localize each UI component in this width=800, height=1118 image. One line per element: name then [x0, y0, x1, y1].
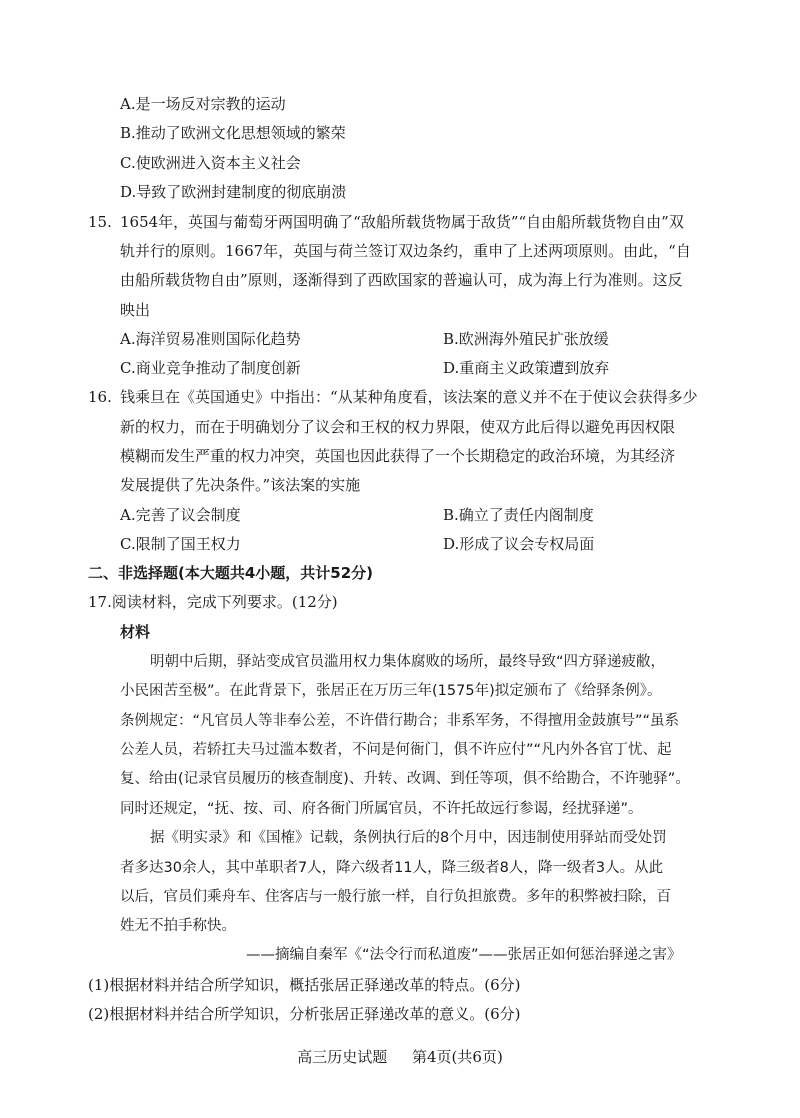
material-para1-line-1: 明朝中后期，驿站变成官员滥用权力集体腐败的场所，最终导致“四方驿递疲敝， [150, 654, 666, 670]
q16-option-d: D.形成了议会专权局面 [443, 535, 595, 553]
section-heading: 二、非选择题(本大题共4小题，共计52分) [88, 564, 374, 582]
material-source: ——摘编自秦军《“法令行而私道废”——张居正如何惩治驿递之害》 [246, 947, 682, 963]
q15-line-2: 轨并行的原则。1667年，英国与荷兰签订双边条约，重申了上述两项原则。由此，“自 [120, 242, 691, 260]
footer-page-number: 第4页(共6页) [412, 1048, 503, 1066]
material-para2-line-3: 以后，官员们乘舟车、住客店与一般行旅一样，自行负担旅费。多年的积弊被扫除，百 [120, 889, 671, 905]
q16-line-4: 发展提供了先决条件。”该法案的实施 [120, 476, 361, 494]
q16-option-a: A.完善了议会制度 [120, 506, 241, 524]
material-para2-line-2: 者多达30余人，其中革职者7人，降六级者11人，降三级者8人，降一级者3人。从此 [120, 860, 664, 876]
q17-subquestion-2: (2)根据材料并结合所学知识，分析张居正驿递改革的意义。(6分) [88, 1005, 521, 1023]
material-para2-line-1: 据《明实录》和《国榷》记载，条例执行后的8个月中，因违制使用驿站而受处罚 [150, 830, 667, 846]
q16-line-1: 钱乘旦在《英国通史》中指出：“从某种角度看，该法案的意义并不在于使议会获得多少 [120, 388, 698, 406]
q16-option-b: B.确立了责任内阁制度 [443, 506, 594, 524]
q15-option-a: A.海洋贸易准则国际化趋势 [120, 330, 301, 348]
q17-subquestion-1: (1)根据材料并结合所学知识，概括张居正驿递改革的特点。(6分) [88, 976, 521, 994]
q15-option-c: C.商业竞争推动了制度创新 [120, 359, 301, 377]
q15-option-b: B.欧洲海外殖民扩张放缓 [443, 330, 609, 348]
footer-subject: 高三历史试题 [297, 1048, 388, 1066]
material-para1-line-2: 小民困苦至极”。在此背景下，张居正在万历三年(1575年)拟定颁布了《给驿条例》。 [120, 683, 662, 699]
q15-line-3: 由船所载货物自由”原则，逐渐得到了西欧国家的普遍认可，成为海上行为准则。这反 [120, 271, 683, 289]
material-para1-line-5: 复、给由(记录官员履历的核查制度)、升转、改调、到任等项，俱不给勘合，不许驰驿”。 [120, 771, 690, 787]
page-footer [0, 1046, 800, 1067]
material-para1-line-6: 同时还规定，“抚、按、司、府各衙门所属官员，不许托故远行参谒，经扰驿递”。 [120, 801, 643, 817]
q15-option-d: D.重商主义政策遭到放弃 [443, 359, 610, 377]
q15-line-4: 映出 [120, 301, 151, 319]
q16-line-2: 新的权力，而在于明确划分了议会和王权的权力界限，使双方此后得以避免再因权限 [120, 418, 676, 436]
q15-line-1: 1654年，英国与葡萄牙两国明确了“敌船所载货物属于敌货”“自由船所载货物自由”双 [120, 213, 684, 231]
q14-option-a: A.是一场反对宗教的运动 [120, 95, 286, 113]
material-para1-line-4: 公差人员，若轿扛夫马过滥本数者，不问是何衙门，俱不许应付”“凡内外各官丁忧、起 [120, 742, 672, 758]
material-label: 材料 [120, 623, 151, 641]
q14-option-c: C.使欧洲进入资本主义社会 [120, 154, 301, 172]
q14-option-b: B.推动了欧洲文化思想领域的繁荣 [120, 124, 346, 142]
q16-option-c: C.限制了国王权力 [120, 535, 241, 553]
material-para2-line-4: 姓无不拍手称快。 [120, 918, 236, 934]
q17-title: 17.阅读材料，完成下列要求。(12分) [88, 593, 338, 611]
q15-number: 15. [88, 213, 112, 231]
q16-line-3: 模糊而发生严重的权力冲突，英国也因此获得了一个长期稳定的政治环境，为其经济 [120, 447, 676, 465]
q14-option-d: D.导致了欧洲封建制度的彻底崩溃 [120, 183, 347, 201]
q16-number: 16. [88, 388, 112, 406]
material-para1-line-3: 条例规定：“凡官员人等非奉公差，不许借行勘合；非系军务，不得擅用金鼓旗号”“虽系 [120, 713, 680, 729]
